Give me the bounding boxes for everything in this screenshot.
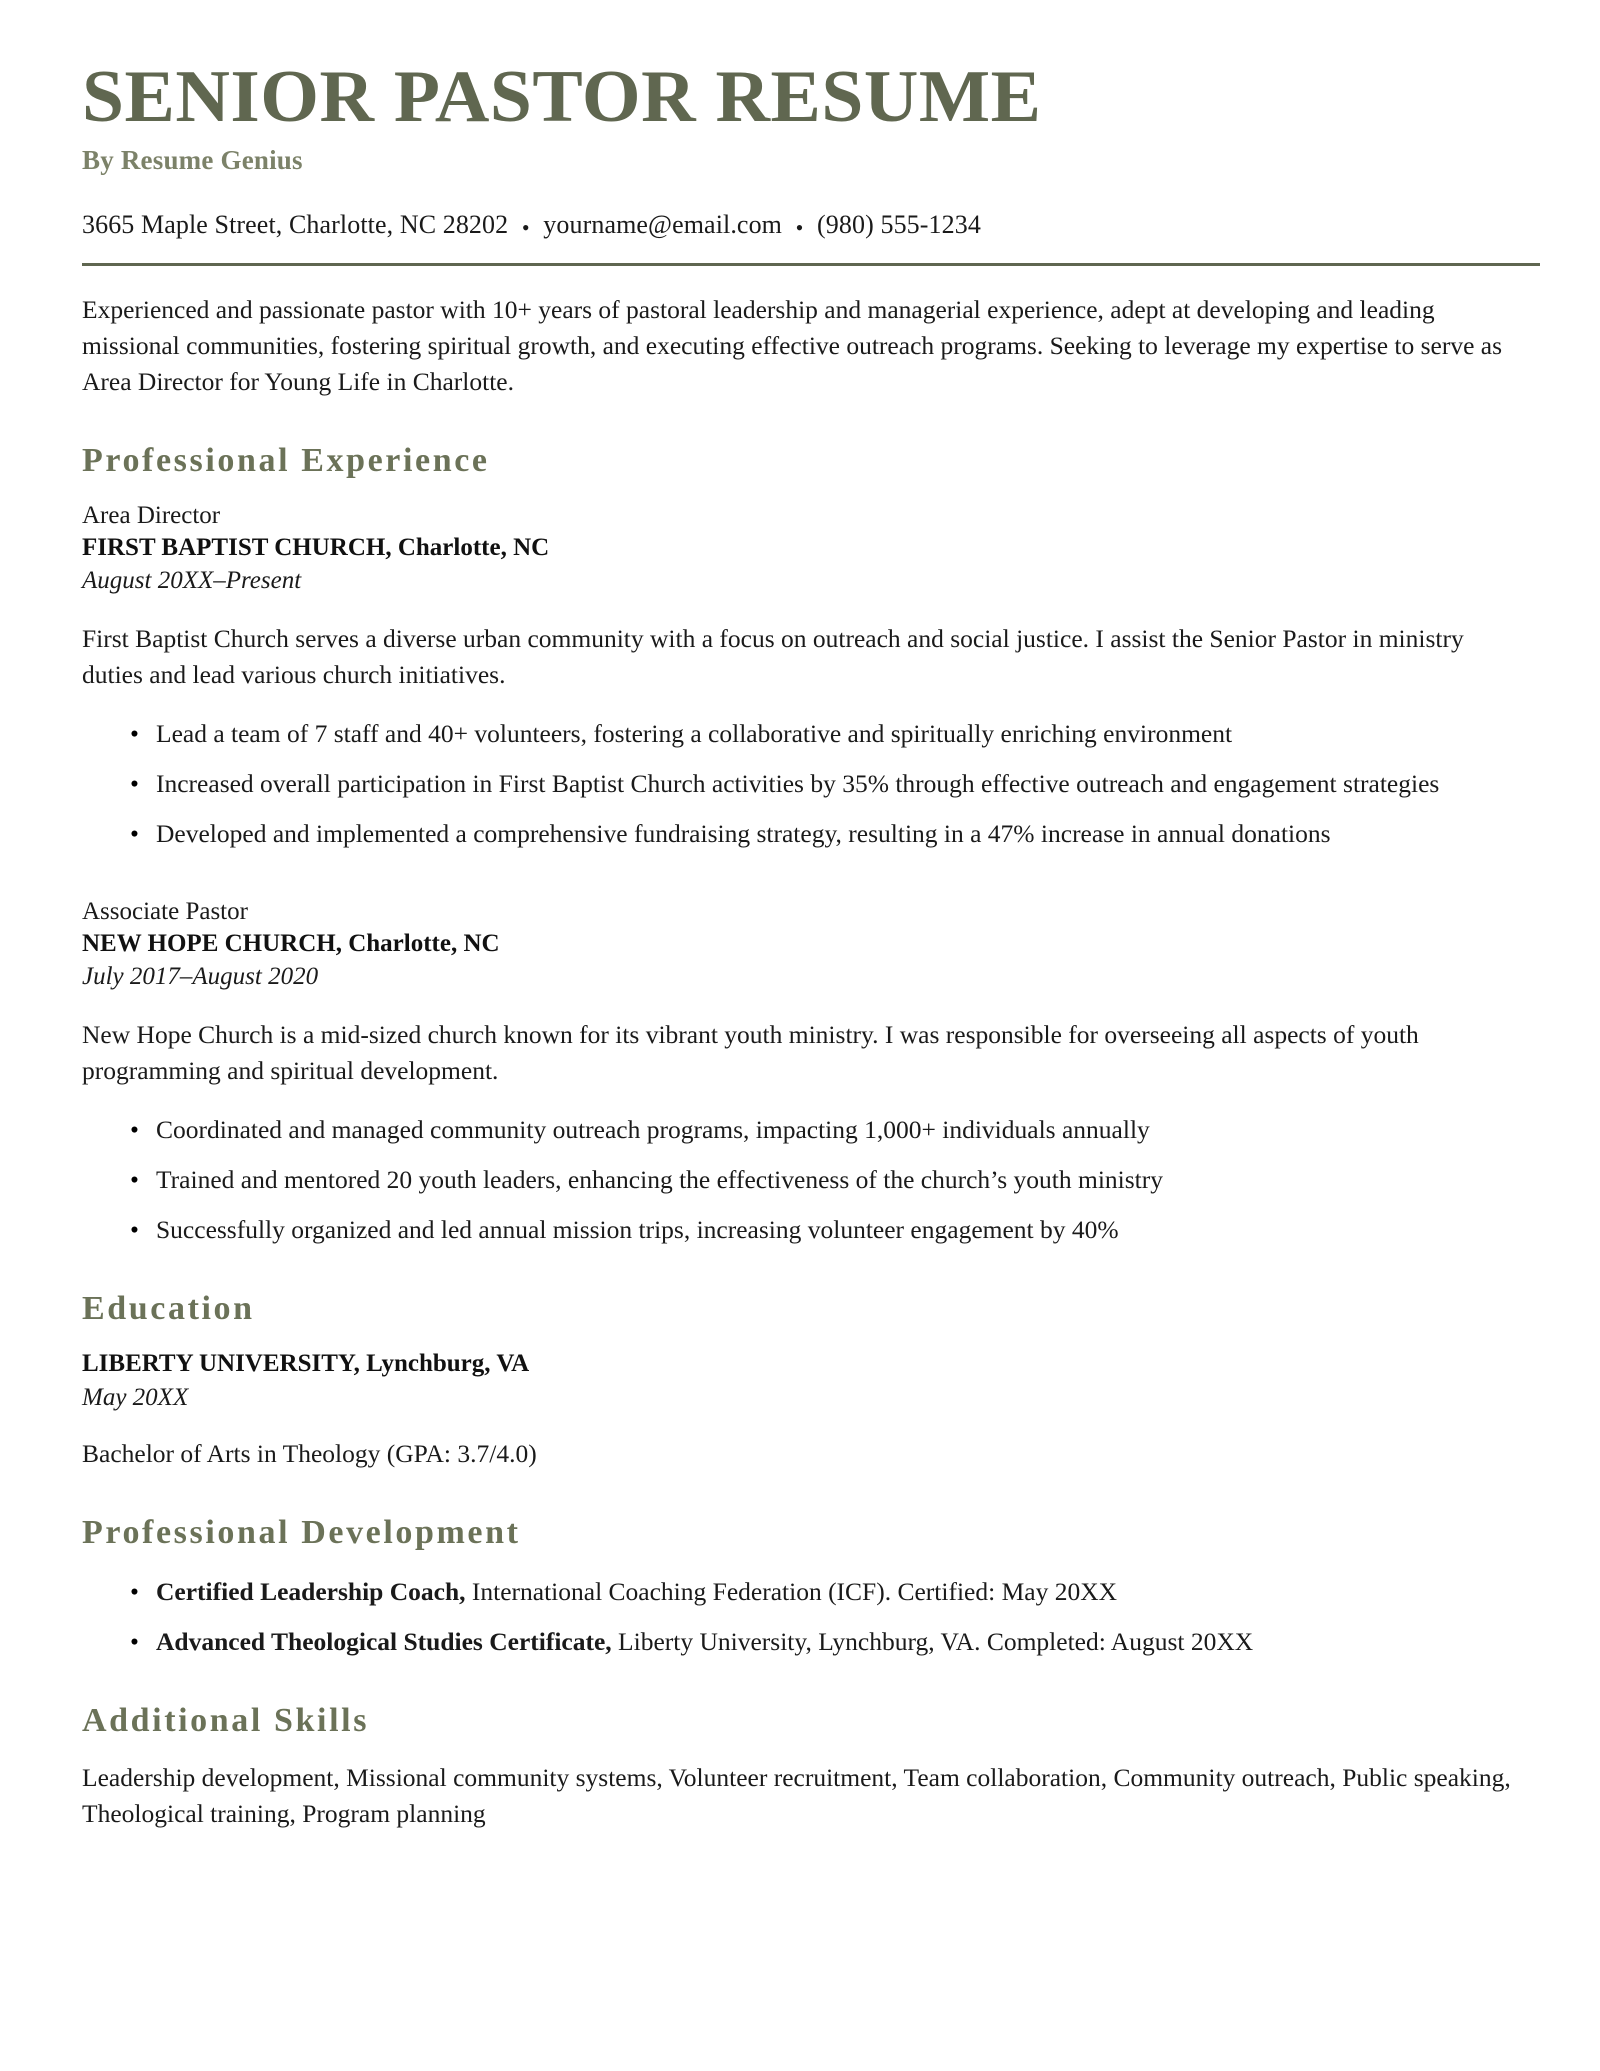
bullet-icon: •: [130, 1576, 139, 1606]
bullet-icon: •: [130, 1627, 139, 1657]
development-detail: International Coaching Federation (ICF). Certified: May 20XX: [465, 1576, 1118, 1606]
development-detail: Liberty University, Lynchburg, VA. Completed: August 20XX: [611, 1627, 1254, 1657]
contact-separator-1: •: [521, 214, 530, 240]
development-lead: Certified Leadership Coach,: [156, 1576, 466, 1606]
bullet-text: Successfully organized and led annual mission trips, increasing volunteer engagement by 40%: [156, 1214, 1119, 1244]
development-lead: Advanced Theological Studies Certificate,: [156, 1627, 612, 1657]
list-item: [82, 1574, 1540, 1610]
list-item: [82, 766, 1540, 802]
list-item: [82, 1112, 1540, 1148]
job-role: Area Director: [82, 502, 221, 530]
bullet-icon: •: [130, 718, 139, 748]
bullet-icon: •: [130, 1114, 139, 1144]
list-item: [82, 1212, 1540, 1248]
bullet-text: Increased overall participation in First Baptist Church activities by 35% through effective outreach and engagement strategies: [156, 768, 1440, 798]
contact-address: 3665 Maple Street, Charlotte, NC 28202: [82, 210, 509, 240]
experience-entry: [82, 896, 1540, 1248]
section-professional-development: [82, 1514, 1540, 1660]
job-bullet-list: [82, 716, 1540, 853]
job-dates: July 2017–August 2020: [82, 962, 319, 990]
section-additional-skills: [82, 1702, 1540, 1832]
contact-phone[interactable]: (980) 555-1234: [817, 210, 981, 240]
section-heading-education: Education: [82, 1290, 255, 1328]
skills-text: Leadership development, Missional community systems, Volunteer recruitment, Team collaboration, Community outreach, Public speaking, Theological training, Program planning: [82, 1763, 1511, 1829]
job-organization: NEW HOPE CHURCH, Charlotte, NC: [82, 930, 500, 958]
education-degree: Bachelor of Arts in Theology (GPA: 3.7/4.0): [82, 1438, 537, 1468]
section-heading-development: Professional Development: [82, 1513, 521, 1551]
list-item: [82, 816, 1540, 852]
bullet-text: Developed and implemented a comprehensive fundraising strategy, resulting in a 47% increase in annual donations: [156, 818, 1331, 848]
page-title: SENIOR PASTOR RESUME: [82, 56, 1042, 138]
contact-email[interactable]: yourname@email.com: [543, 210, 783, 240]
job-role: Associate Pastor: [82, 898, 248, 926]
development-bullet-list: [82, 1574, 1540, 1660]
list-item: [82, 1624, 1540, 1660]
professional-summary: Experienced and passionate pastor with 10+ years of pastoral leadership and managerial experience, adept at developing and leading missional communities, fostering spiritual growth, and executing effective outreach programs. Seeking to leverage my expertise to serve as Area Director for Young Life in Charlotte.: [82, 294, 1503, 396]
job-bullet-list: [82, 1112, 1540, 1249]
section-education: [82, 1290, 1540, 1472]
job-description: First Baptist Church serves a diverse urban community with a focus on outreach and social justice. I assist the Senior Pastor in ministry duties and lead various church initiatives.: [82, 624, 1464, 690]
bullet-text: Coordinated and managed community outreach programs, impacting 1,000+ individuals annually: [156, 1114, 1150, 1144]
experience-entry: [82, 500, 1540, 852]
section-heading-skills: Additional Skills: [82, 1702, 370, 1740]
section-heading-experience: Professional Experience: [82, 442, 490, 480]
bullet-icon: •: [130, 768, 139, 798]
list-item: [82, 1162, 1540, 1198]
bullet-text: Trained and mentored 20 youth leaders, enhancing the effectiveness of the church’s youth ministry: [156, 1164, 1163, 1194]
education-date: May 20XX: [82, 1383, 189, 1411]
byline: By Resume Genius: [82, 145, 303, 176]
bullet-icon: •: [130, 1214, 139, 1244]
bullet-text: Lead a team of 7 staff and 40+ volunteers, fostering a collaborative and spiritually enriching environment: [156, 718, 1233, 748]
bullet-icon: •: [130, 818, 139, 848]
job-dates: August 20XX–Present: [82, 566, 302, 594]
job-description: New Hope Church is a mid-sized church known for its vibrant youth ministry. I was responsible for overseeing all aspects of youth programming and spiritual development.: [82, 1020, 1419, 1086]
job-organization: FIRST BAPTIST CHURCH, Charlotte, NC: [82, 534, 550, 562]
contact-line: [82, 210, 1540, 240]
header-divider: [82, 263, 1540, 266]
bullet-icon: •: [130, 1164, 139, 1194]
resume-header: [82, 56, 1540, 266]
section-professional-experience: [82, 442, 1540, 1248]
contact-separator-2: •: [795, 214, 804, 240]
list-item: [82, 716, 1540, 752]
education-school: LIBERTY UNIVERSITY, Lynchburg, VA: [82, 1350, 530, 1378]
